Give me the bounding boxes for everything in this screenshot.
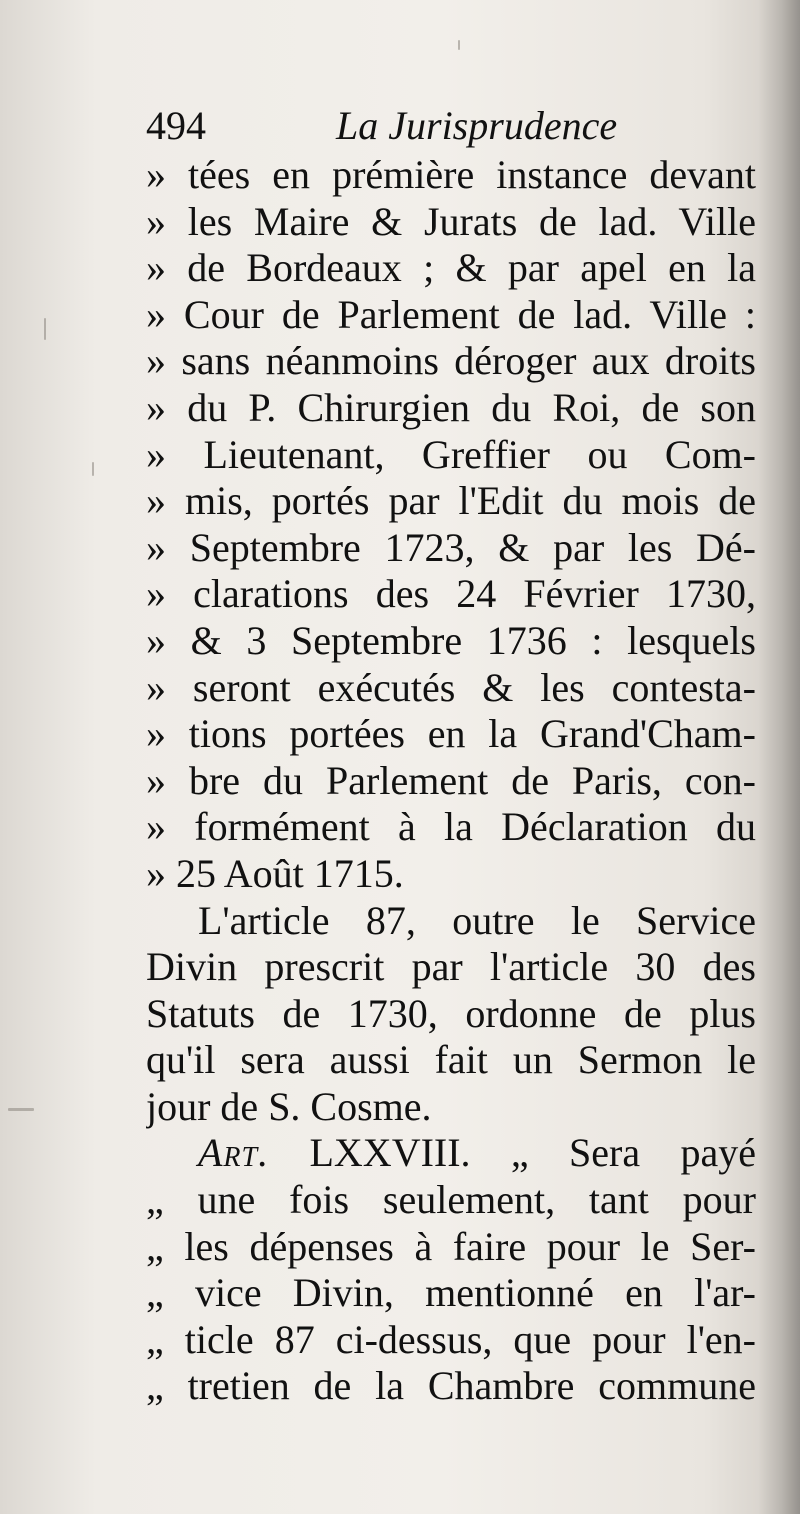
text-line: jour de S. Cosme.: [146, 1083, 432, 1129]
running-header: [146, 98, 766, 154]
text-line: » Cour de Parlement de lad. Ville :: [146, 291, 756, 337]
text-line: » Septembre 1723, & par les Dé-: [146, 524, 756, 570]
text-line: » formément à la Déclaration du: [146, 804, 756, 850]
text-line: » sans néanmoins déroger aux droits: [146, 338, 756, 384]
text-line: » 25 Août 1715.: [146, 850, 404, 896]
body-text: [146, 152, 756, 1410]
text-line: » Lieutenant, Greffier ou Com-: [146, 431, 756, 477]
text-line: „ ticle 87 ci-dessus, que pour l'en-: [146, 1316, 756, 1362]
text-line: » mis, portés par l'Edit du mois de: [146, 478, 756, 524]
page-edge-shadow: [758, 0, 800, 1514]
text-line: » seront exécutés & les contesta-: [146, 664, 756, 710]
text-line: Statuts de 1730, ordonne de plus: [146, 990, 756, 1036]
paper-speck: [44, 318, 46, 340]
paper-speck: [8, 1108, 34, 1111]
page-number: 494: [146, 103, 206, 148]
text-line: » les Maire & Jurats de lad. Ville: [146, 198, 756, 244]
text-line: » bre du Parlement de Paris, con-: [146, 757, 756, 803]
text-line: » du P. Chirurgien du Roi, de son: [146, 384, 756, 430]
article-label: Art.: [198, 1130, 270, 1176]
article-number: LXXVIII.: [309, 1130, 471, 1176]
article-heading-line: [146, 1130, 756, 1177]
paragraph-first-line: L'article 87, outre le Service: [198, 897, 756, 943]
paper-speck: [458, 40, 460, 50]
text-line: » de Bordeaux ; & par apel en la: [146, 245, 756, 291]
text-line: „ tretien de la Chambre commune: [146, 1363, 756, 1409]
text-line: Divin prescrit par l'article 30 des: [146, 944, 756, 990]
text-line: » tées en prémière instance devant: [146, 152, 756, 197]
text-line: » & 3 Septembre 1736 : lesquels: [146, 617, 756, 663]
text-line: „ une fois seulement, tant pour: [146, 1177, 756, 1223]
article-text: „ Sera payé: [470, 1130, 756, 1176]
paper-speck: [92, 462, 94, 476]
text-line: » tions portées en la Grand'Cham-: [146, 711, 756, 757]
text-line: „ vice Divin, mentionné en l'ar-: [146, 1270, 756, 1316]
text-line: qu'il sera aussi fait un Sermon le: [146, 1037, 756, 1083]
running-title: La Jurisprudence: [336, 103, 618, 148]
text-line: » clarations des 24 Février 1730,: [146, 571, 756, 617]
text-line: „ les dépenses à faire pour le Ser-: [146, 1223, 756, 1269]
